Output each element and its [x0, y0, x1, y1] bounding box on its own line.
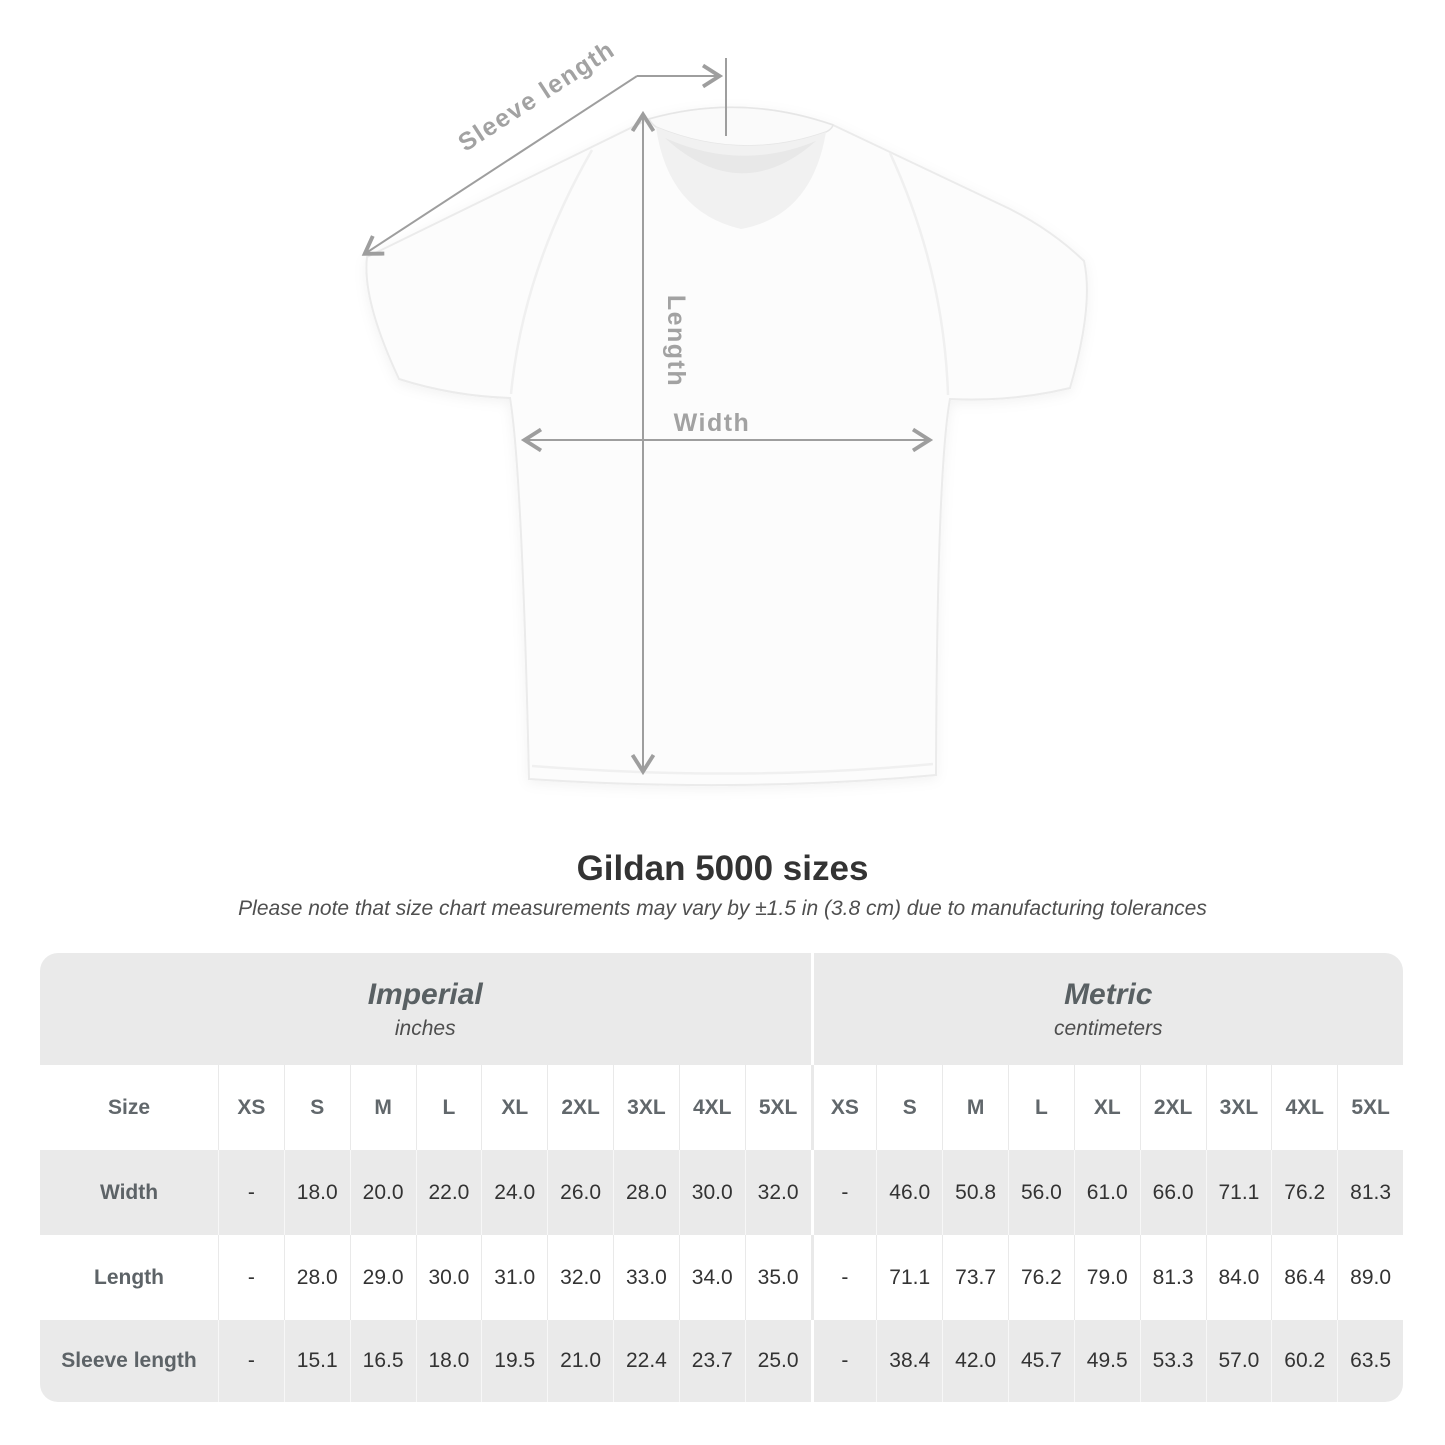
imperial-section-title: Imperial: [367, 977, 483, 1011]
size-column-header: M: [350, 1065, 416, 1150]
measurement-cell: 50.8: [942, 1150, 1008, 1235]
measurement-cell: -: [218, 1320, 284, 1402]
size-column-header: XS: [811, 1065, 877, 1150]
size-column-header: 5XL: [1337, 1065, 1403, 1150]
measurement-cell: 60.2: [1271, 1320, 1337, 1402]
size-column-header: XL: [481, 1065, 547, 1150]
measurement-cell: 29.0: [350, 1235, 416, 1320]
size-table: [40, 953, 1403, 1402]
size-column-header: XL: [1074, 1065, 1140, 1150]
measurement-cell: -: [811, 1320, 877, 1402]
measurement-cell: 16.5: [350, 1320, 416, 1402]
measurement-cell: 84.0: [1206, 1235, 1272, 1320]
measurement-cell: 66.0: [1140, 1150, 1206, 1235]
measurement-cell: 71.1: [876, 1235, 942, 1320]
measurement-cell: 30.0: [679, 1150, 745, 1235]
page-title: Gildan 5000 sizes: [576, 849, 869, 888]
measurement-cell: 42.0: [942, 1320, 1008, 1402]
imperial-section-header: [40, 953, 811, 1065]
measurement-cell: 28.0: [613, 1150, 679, 1235]
metric-section-unit: centimeters: [1053, 1016, 1163, 1040]
measurement-cell: 57.0: [1206, 1320, 1272, 1402]
measurement-cell: 31.0: [481, 1235, 547, 1320]
measurement-cell: -: [218, 1150, 284, 1235]
measurement-cell: 76.2: [1271, 1150, 1337, 1235]
measurement-cell: 23.7: [679, 1320, 745, 1402]
measurement-cell: 79.0: [1074, 1235, 1140, 1320]
size-column-header: 4XL: [1271, 1065, 1337, 1150]
measurement-cell: 32.0: [547, 1235, 613, 1320]
measurement-cell: 25.0: [745, 1320, 811, 1402]
tolerance-note: Please note that size chart measurements may vary by ±1.5 in (3.8 cm) due to manufacturing tolerances: [238, 897, 1207, 920]
measurement-cell: 56.0: [1008, 1150, 1074, 1235]
measurement-cell: 18.0: [284, 1150, 350, 1235]
measurement-cell: 33.0: [613, 1235, 679, 1320]
size-column-header: 2XL: [547, 1065, 613, 1150]
measurement-cell: 21.0: [547, 1320, 613, 1402]
measurement-cell: 45.7: [1008, 1320, 1074, 1402]
width-label: Width: [673, 409, 751, 437]
measurement-cell: 34.0: [679, 1235, 745, 1320]
row-label: Width: [40, 1150, 218, 1235]
measurement-cell: 32.0: [745, 1150, 811, 1235]
measurement-cell: 46.0: [876, 1150, 942, 1235]
size-header-label: Size: [40, 1065, 218, 1150]
measurement-cell: -: [218, 1235, 284, 1320]
row-label: Length: [40, 1235, 218, 1320]
measurement-cell: 19.5: [481, 1320, 547, 1402]
measurement-cell: 81.3: [1337, 1150, 1403, 1235]
size-column-header: L: [416, 1065, 482, 1150]
measurement-cell: 15.1: [284, 1320, 350, 1402]
size-column-header: 3XL: [1206, 1065, 1272, 1150]
measurement-cell: 63.5: [1337, 1320, 1403, 1402]
measurement-cell: 35.0: [745, 1235, 811, 1320]
measurement-cell: 86.4: [1271, 1235, 1337, 1320]
size-column-header: XS: [218, 1065, 284, 1150]
measurement-cell: -: [811, 1150, 877, 1235]
measurement-cell: 24.0: [481, 1150, 547, 1235]
size-column-header: M: [942, 1065, 1008, 1150]
measurement-cell: 30.0: [416, 1235, 482, 1320]
measurement-cell: 49.5: [1074, 1320, 1140, 1402]
measurement-cell: 22.4: [613, 1320, 679, 1402]
measurement-cell: 28.0: [284, 1235, 350, 1320]
measurement-cell: 73.7: [942, 1235, 1008, 1320]
row-label: Sleeve length: [40, 1320, 218, 1402]
sleeve-length-label: Sleeve length: [453, 35, 621, 158]
size-column-header: 3XL: [613, 1065, 679, 1150]
measurement-cell: 26.0: [547, 1150, 613, 1235]
measurement-cell: 22.0: [416, 1150, 482, 1235]
measurement-cell: 76.2: [1008, 1235, 1074, 1320]
measurement-cell: 81.3: [1140, 1235, 1206, 1320]
measurement-cell: 89.0: [1337, 1235, 1403, 1320]
measurement-cell: 61.0: [1074, 1150, 1140, 1235]
measurement-cell: 20.0: [350, 1150, 416, 1235]
size-column-header: 5XL: [745, 1065, 811, 1150]
metric-section-header: [811, 953, 1404, 1065]
measurement-cell: -: [811, 1235, 877, 1320]
size-column-header: 2XL: [1140, 1065, 1206, 1150]
metric-section-title: Metric: [1064, 977, 1153, 1011]
size-column-header: L: [1008, 1065, 1074, 1150]
measurement-cell: 53.3: [1140, 1320, 1206, 1402]
size-column-header: 4XL: [679, 1065, 745, 1150]
size-column-header: S: [284, 1065, 350, 1150]
measurement-cell: 38.4: [876, 1320, 942, 1402]
length-label: Length: [662, 294, 690, 388]
measurement-cell: 18.0: [416, 1320, 482, 1402]
imperial-section-unit: inches: [394, 1016, 456, 1040]
measurement-cell: 71.1: [1206, 1150, 1272, 1235]
size-column-header: S: [876, 1065, 942, 1150]
